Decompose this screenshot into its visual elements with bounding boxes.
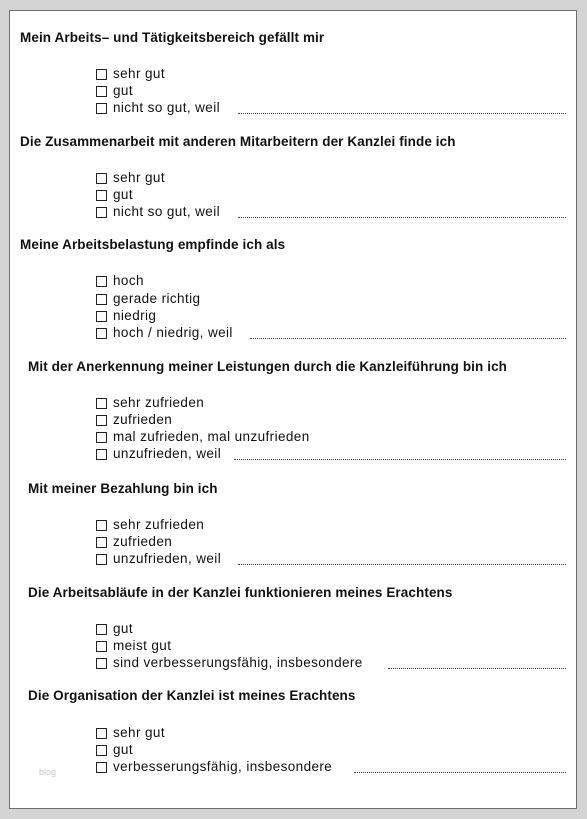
checkbox[interactable] bbox=[96, 432, 107, 443]
option-row[interactable] bbox=[96, 620, 133, 637]
option-label: gut bbox=[113, 621, 133, 636]
option-label: hoch / niedrig, weil bbox=[113, 325, 233, 340]
checkbox[interactable] bbox=[96, 207, 107, 218]
question-title: Mein Arbeits– und Tätigkeitsbereich gefällt mir bbox=[20, 30, 325, 45]
option-row[interactable] bbox=[96, 724, 165, 741]
option-label: meist gut bbox=[113, 638, 172, 653]
option-label: zufrieden bbox=[113, 412, 173, 427]
checkbox[interactable] bbox=[96, 624, 107, 635]
watermark: blog bbox=[39, 767, 57, 777]
checkbox[interactable] bbox=[96, 554, 107, 565]
option-label: unzufrieden, weil bbox=[113, 446, 222, 461]
option-row[interactable] bbox=[96, 65, 165, 82]
checkbox[interactable] bbox=[96, 762, 107, 773]
checkbox[interactable] bbox=[96, 311, 107, 322]
option-row[interactable] bbox=[96, 516, 204, 533]
option-row[interactable] bbox=[96, 445, 221, 462]
answer-dotted-line[interactable] bbox=[238, 99, 566, 114]
checkbox[interactable] bbox=[96, 173, 107, 184]
option-row[interactable] bbox=[96, 99, 220, 116]
option-label: gut bbox=[113, 742, 133, 757]
option-row[interactable] bbox=[96, 307, 156, 324]
question-title: Mit der Anerkennung meiner Leistungen durch die Kanzleiführung bin ich bbox=[28, 359, 508, 374]
option-label: gut bbox=[113, 83, 133, 98]
checkbox[interactable] bbox=[96, 398, 107, 409]
checkbox[interactable] bbox=[96, 328, 107, 339]
checkbox[interactable] bbox=[96, 449, 107, 460]
checkbox[interactable] bbox=[96, 641, 107, 652]
question-title: Mit meiner Bezahlung bin ich bbox=[28, 481, 218, 496]
questionnaire-sheet bbox=[9, 10, 577, 809]
question-title: Die Zusammenarbeit mit anderen Mitarbeitern der Kanzlei finde ich bbox=[20, 134, 456, 149]
checkbox[interactable] bbox=[96, 69, 107, 80]
checkbox[interactable] bbox=[96, 537, 107, 548]
option-label: sehr zufrieden bbox=[113, 517, 205, 532]
option-label: sehr gut bbox=[113, 725, 165, 740]
checkbox[interactable] bbox=[96, 415, 107, 426]
option-label: mal zufrieden, mal unzufrieden bbox=[113, 429, 310, 444]
option-row[interactable] bbox=[96, 272, 144, 289]
option-label: sind verbesserungsfähig, insbesondere bbox=[113, 655, 363, 670]
option-label: unzufrieden, weil bbox=[113, 551, 222, 566]
answer-dotted-line[interactable] bbox=[238, 550, 566, 565]
option-label: sehr zufrieden bbox=[113, 395, 205, 410]
option-row[interactable] bbox=[96, 169, 165, 186]
question-title: Die Arbeitsabläufe in der Kanzlei funktionieren meines Erachtens bbox=[28, 585, 453, 600]
answer-dotted-line[interactable] bbox=[234, 445, 566, 460]
option-label: nicht so gut, weil bbox=[113, 204, 220, 219]
checkbox[interactable] bbox=[96, 745, 107, 756]
option-row[interactable] bbox=[96, 411, 172, 428]
option-row[interactable] bbox=[96, 654, 363, 671]
option-row[interactable] bbox=[96, 741, 133, 758]
option-row[interactable] bbox=[96, 428, 310, 445]
question-title: Die Organisation der Kanzlei ist meines Erachtens bbox=[28, 688, 356, 703]
checkbox[interactable] bbox=[96, 103, 107, 114]
checkbox[interactable] bbox=[96, 294, 107, 305]
option-label: nicht so gut, weil bbox=[113, 100, 220, 115]
option-row[interactable] bbox=[96, 758, 332, 775]
checkbox[interactable] bbox=[96, 276, 107, 287]
checkbox[interactable] bbox=[96, 86, 107, 97]
option-label: sehr gut bbox=[113, 66, 165, 81]
option-label: zufrieden bbox=[113, 534, 173, 549]
option-row[interactable] bbox=[96, 533, 172, 550]
question-title: Meine Arbeitsbelastung empfinde ich als bbox=[20, 237, 286, 252]
answer-dotted-line[interactable] bbox=[354, 758, 566, 773]
answer-dotted-line[interactable] bbox=[388, 654, 566, 669]
option-label: gut bbox=[113, 187, 133, 202]
option-label: niedrig bbox=[113, 308, 157, 323]
option-row[interactable] bbox=[96, 550, 221, 567]
option-label: sehr gut bbox=[113, 170, 165, 185]
option-row[interactable] bbox=[96, 82, 133, 99]
option-label: verbesserungsfähig, insbesondere bbox=[113, 759, 333, 774]
checkbox[interactable] bbox=[96, 520, 107, 531]
option-row[interactable] bbox=[96, 324, 233, 341]
option-row[interactable] bbox=[96, 394, 204, 411]
option-row[interactable] bbox=[96, 203, 220, 220]
answer-dotted-line[interactable] bbox=[238, 203, 566, 218]
option-row[interactable] bbox=[96, 290, 200, 307]
option-row[interactable] bbox=[96, 637, 171, 654]
answer-dotted-line[interactable] bbox=[250, 324, 566, 339]
checkbox[interactable] bbox=[96, 658, 107, 669]
option-row[interactable] bbox=[96, 186, 133, 203]
checkbox[interactable] bbox=[96, 728, 107, 739]
option-label: gerade richtig bbox=[113, 291, 201, 306]
option-label: hoch bbox=[113, 273, 144, 288]
checkbox[interactable] bbox=[96, 190, 107, 201]
